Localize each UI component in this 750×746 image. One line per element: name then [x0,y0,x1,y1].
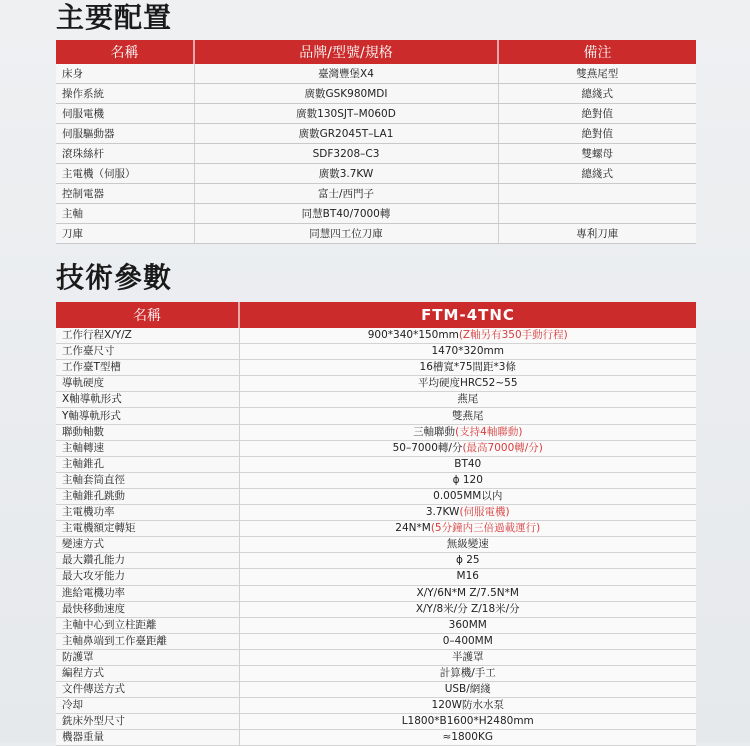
tech-value-text: USB/網綫 [444,683,491,696]
tech-cell-value [239,424,696,440]
tech-value-text: 120W防水水泵 [431,699,504,712]
config-cell-note: 雙燕尾型 [498,64,696,84]
config-cell-name: 主軸 [56,204,194,224]
tech-cell-name: 機器重量 [56,730,239,746]
tech-row [56,714,696,730]
tech-cell-name: 進給電機功率 [56,585,239,601]
tech-cell-name: 工作臺T型槽 [56,360,239,376]
tech-row [56,392,696,408]
tech-cell-value [239,505,696,521]
tech-value-text: 三軸聯動 [413,425,456,438]
tech-cell-name: 主軸中心到立柱距離 [56,617,239,633]
config-cell-note: 專利刀庫 [498,224,696,244]
tech-value-text: 計算機/手工 [439,667,496,680]
config-row [56,104,696,124]
tech-table [56,302,696,746]
config-cell-name: 控制電器 [56,184,194,204]
config-cell-spec: SDF3208–C3 [194,144,498,164]
config-row [56,184,696,204]
tech-value-text: 50–7000轉/分 [392,441,463,454]
config-cell-name: 伺服驅動器 [56,124,194,144]
tech-value-text: 3.7KW [425,506,460,519]
tech-cell-value [239,408,696,424]
tech-value-note: (5分鐘内三倍過載運行) [430,522,541,535]
tech-cell-name: 主軸轉速 [56,440,239,456]
tech-row [56,633,696,649]
tech-row [56,617,696,633]
tech-row [56,328,696,344]
tech-cell-name: 工作行程X/Y/Z [56,328,239,344]
tech-value-text: 900*340*150mm [367,329,459,342]
tech-cell-value [239,714,696,730]
tech-row [56,569,696,585]
tech-value-text: 半護罩 [452,650,484,663]
config-cell-note: 總綫式 [498,84,696,104]
config-header-name: 名稱 [56,40,194,64]
config-cell-name: 床身 [56,64,194,84]
tech-value-text: 16槽寬*75間距*3條 [419,361,516,374]
tech-row [56,376,696,392]
config-cell-note: 總綫式 [498,164,696,184]
tech-row [56,456,696,472]
tech-cell-value [239,328,696,344]
tech-value-note: (Z軸另有350手動行程) [458,329,568,342]
config-cell-note: 絶對值 [498,124,696,144]
tech-cell-value [239,569,696,585]
tech-cell-name: 主電機功率 [56,505,239,521]
tech-cell-name: 主軸鼻端到工作臺距離 [56,633,239,649]
tech-cell-name: 主軸錐孔跳動 [56,488,239,504]
tech-row [56,424,696,440]
tech-row [56,665,696,681]
tech-cell-name: Y軸導軌形式 [56,408,239,424]
tech-cell-name: 冷却 [56,698,239,714]
tech-value-note: (支持4軸聯動) [455,425,523,438]
tech-cell-value [239,344,696,360]
tech-cell-value [239,376,696,392]
tech-cell-name: 主軸錐孔 [56,456,239,472]
tech-row [56,488,696,504]
config-cell-name: 滾珠絲杆 [56,144,194,164]
tech-cell-name: 變速方式 [56,537,239,553]
tech-cell-name: 最快移動速度 [56,601,239,617]
tech-cell-value [239,360,696,376]
config-cell-spec: 同慧BT40/7000轉 [194,204,498,224]
config-cell-name: 操作系統 [56,84,194,104]
tech-row [56,585,696,601]
tech-row [56,360,696,376]
tech-cell-value [239,633,696,649]
tech-value-note: (最高7000轉/分) [462,441,543,454]
config-table [56,40,696,244]
tech-header-name: 名稱 [56,302,239,328]
tech-value-text: ≈1800KG [442,731,494,744]
tech-row [56,682,696,698]
config-cell-spec: 同慧四工位刀庫 [194,224,498,244]
tech-value-text: L1800*B1600*H2480mm [401,715,534,728]
config-cell-spec: 臺灣豐堡X4 [194,64,498,84]
config-cell-note: 雙螺母 [498,144,696,164]
tech-value-text: BT40 [454,457,482,470]
config-row [56,164,696,184]
tech-cell-name: 防護罩 [56,649,239,665]
tech-cell-value [239,537,696,553]
config-row [56,124,696,144]
config-cell-name: 伺服電機 [56,104,194,124]
config-header-note: 備注 [498,40,696,64]
config-section-title: 主要配置 [56,1,173,34]
config-header-row [56,40,696,64]
tech-value-text: 平均硬度HRC52~55 [417,377,518,390]
config-cell-spec: 富士/西門子 [194,184,498,204]
tech-cell-value [239,617,696,633]
tech-cell-value [239,521,696,537]
tech-cell-name: 最大攻牙能力 [56,569,239,585]
tech-value-text: 無級變速 [446,538,489,551]
tech-row [56,344,696,360]
config-cell-note: 絶對值 [498,104,696,124]
config-cell-note [498,184,696,204]
config-cell-note [498,204,696,224]
tech-value-text: 360MM [448,618,487,631]
config-row [56,204,696,224]
config-row [56,64,696,84]
tech-cell-value [239,472,696,488]
tech-value-text: M16 [456,570,479,583]
tech-cell-name: 主軸套筒直徑 [56,472,239,488]
tech-row [56,440,696,456]
tech-value-note: (伺服電機) [459,506,510,519]
tech-cell-value [239,488,696,504]
tech-cell-value [239,440,696,456]
tech-cell-value [239,456,696,472]
config-cell-name: 刀庫 [56,224,194,244]
tech-cell-name: 最大鑽孔能力 [56,553,239,569]
tech-value-text: X/Y/8米/分 Z/18米/分 [415,602,520,615]
tech-section-title: 技術參數 [56,261,173,294]
config-header-spec: 品牌/型號/規格 [194,40,498,64]
tech-cell-name: 聯動軸數 [56,424,239,440]
config-cell-name: 主電機（伺服） [56,164,194,184]
tech-value-text: 燕尾 [457,393,479,406]
tech-row [56,553,696,569]
tech-cell-value [239,730,696,746]
tech-cell-value [239,665,696,681]
config-row [56,84,696,104]
tech-row [56,505,696,521]
tech-cell-value [239,649,696,665]
tech-row [56,730,696,746]
tech-header-model: FTM-4TNC [239,302,696,328]
tech-cell-name: 編程方式 [56,665,239,681]
tech-row [56,408,696,424]
tech-cell-value [239,698,696,714]
tech-cell-name: 主電機額定轉矩 [56,521,239,537]
tech-value-text: X/Y/6N*M Z/7.5N*M [416,586,519,599]
tech-row [56,698,696,714]
tech-cell-name: 導軌硬度 [56,376,239,392]
tech-cell-name: 文件傳送方式 [56,682,239,698]
tech-row [56,601,696,617]
tech-cell-name: X軸導軌形式 [56,392,239,408]
tech-row [56,472,696,488]
tech-row [56,537,696,553]
tech-cell-value [239,601,696,617]
config-cell-spec: 廣數130SJT–M060D [194,104,498,124]
tech-value-text: 雙燕尾 [452,409,484,422]
config-cell-spec: 廣數GSK980MDI [194,84,498,104]
tech-value-text: ϕ 120 [452,473,483,486]
tech-row [56,521,696,537]
tech-cell-value [239,553,696,569]
tech-value-text: 0–400MM [442,634,493,647]
tech-cell-value [239,682,696,698]
tech-cell-name: 工作臺尺寸 [56,344,239,360]
tech-value-text: 24N*M [395,522,431,535]
tech-value-text: 1470*320mm [431,345,504,358]
config-row [56,224,696,244]
tech-row [56,649,696,665]
tech-value-text: ϕ 25 [455,554,480,567]
config-cell-spec: 廣數3.7KW [194,164,498,184]
config-row [56,144,696,164]
tech-cell-value [239,392,696,408]
tech-cell-value [239,585,696,601]
tech-header-row [56,302,696,328]
tech-cell-name: 銑床外型尺寸 [56,714,239,730]
config-cell-spec: 廣數GR2045T–LA1 [194,124,498,144]
tech-value-text: 0.005MM以内 [433,489,503,502]
